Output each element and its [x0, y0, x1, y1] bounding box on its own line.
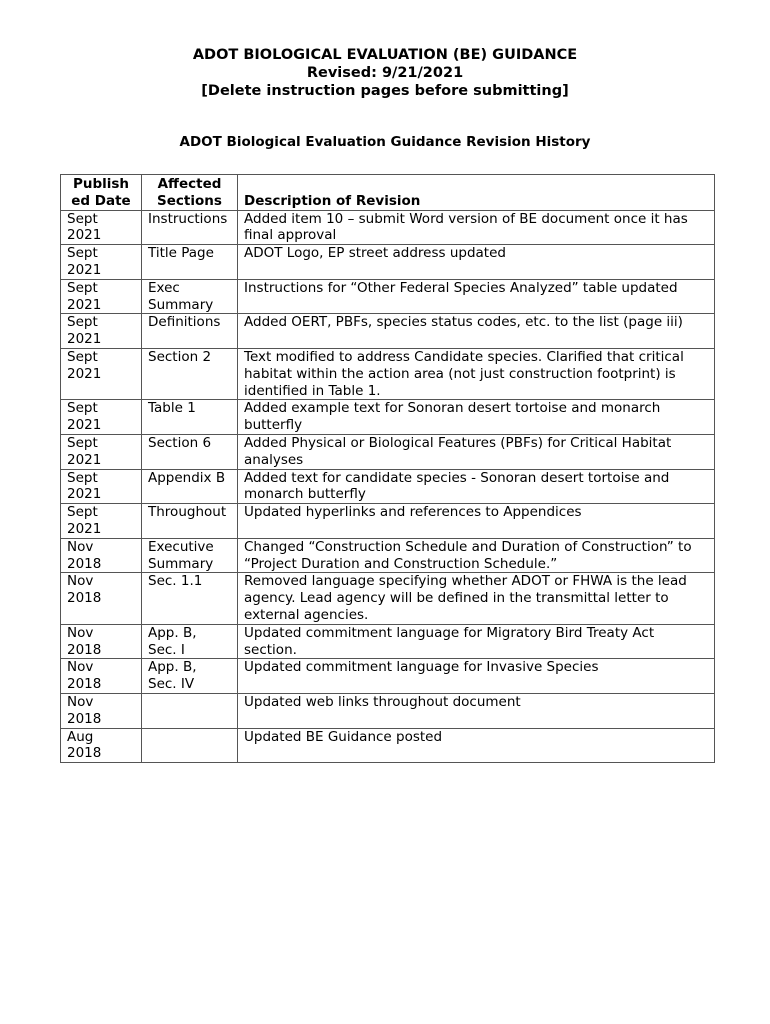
table-title: ADOT Biological Evaluation Guidance Revision History	[179, 134, 591, 150]
row-description: Added text for candidate species - Sonoran desert tortoise and monarch butterfly	[238, 469, 715, 504]
table-row	[61, 728, 715, 763]
table-row	[61, 348, 715, 399]
row-affected-sections: Appendix B	[142, 469, 238, 504]
row-affected-sections	[142, 693, 238, 728]
row-published-date: Nov 2018	[61, 693, 142, 728]
row-affected-sections: Sec. 1.1	[142, 573, 238, 624]
row-affected-sections: Instructions	[142, 210, 238, 245]
table-row	[61, 314, 715, 349]
delete-instruction-note: [Delete instruction pages before submitting]	[201, 83, 569, 99]
row-published-date: Sept 2021	[61, 469, 142, 504]
table-row	[61, 538, 715, 573]
row-affected-sections: Table 1	[142, 400, 238, 435]
row-affected-sections: Exec Summary	[142, 279, 238, 314]
row-published-date: Aug 2018	[61, 728, 142, 763]
row-description: Updated hyperlinks and references to Appendices	[238, 504, 715, 539]
row-published-date: Nov 2018	[61, 659, 142, 694]
row-published-date: Sept 2021	[61, 400, 142, 435]
row-published-date: Sept 2021	[61, 279, 142, 314]
row-published-date: Sept 2021	[61, 245, 142, 280]
table-row	[61, 504, 715, 539]
row-description: Updated commitment language for Invasive Species	[238, 659, 715, 694]
row-published-date: Nov 2018	[61, 573, 142, 624]
row-affected-sections: Throughout	[142, 504, 238, 539]
row-affected-sections: Section 6	[142, 434, 238, 469]
table-row	[61, 434, 715, 469]
revision-date: Revised: 9/21/2021	[306, 65, 464, 81]
row-affected-sections: App. B, Sec. IV	[142, 659, 238, 694]
header-description: Description of Revision	[238, 175, 715, 211]
row-published-date: Sept 2021	[61, 348, 142, 399]
row-description: Changed “Construction Schedule and Duration of Construction” to “Project Duration and Construction Schedule.”	[238, 538, 715, 573]
document-title: ADOT BIOLOGICAL EVALUATION (BE) GUIDANCE	[192, 47, 578, 63]
table-header-row	[61, 175, 715, 211]
row-published-date: Nov 2018	[61, 624, 142, 659]
row-published-date: Sept 2021	[61, 314, 142, 349]
table-row	[61, 245, 715, 280]
row-affected-sections: Definitions	[142, 314, 238, 349]
row-description: Added OERT, PBFs, species status codes, etc. to the list (page iii)	[238, 314, 715, 349]
row-description: Updated web links throughout document	[238, 693, 715, 728]
revision-history-table	[60, 174, 715, 763]
row-description: Text modified to address Candidate species. Clarified that critical habitat within the action area (not just construction footprint) is identified in Table 1.	[238, 348, 715, 399]
row-description: Updated commitment language for Migratory Bird Treaty Act section.	[238, 624, 715, 659]
table-row	[61, 573, 715, 624]
row-published-date: Sept 2021	[61, 210, 142, 245]
row-affected-sections	[142, 728, 238, 763]
row-description: Updated BE Guidance posted	[238, 728, 715, 763]
row-description: Instructions for “Other Federal Species Analyzed” table updated	[238, 279, 715, 314]
table-row	[61, 279, 715, 314]
table-row	[61, 400, 715, 435]
row-affected-sections: Title Page	[142, 245, 238, 280]
row-description: Added example text for Sonoran desert tortoise and monarch butterfly	[238, 400, 715, 435]
row-affected-sections: Section 2	[142, 348, 238, 399]
document-header	[0, 46, 770, 100]
row-description: Added item 10 – submit Word version of BE document once it has final approval	[238, 210, 715, 245]
table-row	[61, 210, 715, 245]
row-description: ADOT Logo, EP street address updated	[238, 245, 715, 280]
row-published-date: Sept 2021	[61, 504, 142, 539]
row-published-date: Sept 2021	[61, 434, 142, 469]
table-row	[61, 469, 715, 504]
row-affected-sections: App. B, Sec. I	[142, 624, 238, 659]
header-published-date: Publish ed Date	[61, 175, 142, 211]
row-published-date: Nov 2018	[61, 538, 142, 573]
table-row	[61, 624, 715, 659]
header-affected-sections: Affected Sections	[142, 175, 238, 211]
row-description: Added Physical or Biological Features (PBFs) for Critical Habitat analyses	[238, 434, 715, 469]
table-row	[61, 659, 715, 694]
row-affected-sections: Executive Summary	[142, 538, 238, 573]
table-row	[61, 693, 715, 728]
row-description: Removed language specifying whether ADOT or FHWA is the lead agency. Lead agency will be defined in the transmittal letter to external agencies.	[238, 573, 715, 624]
